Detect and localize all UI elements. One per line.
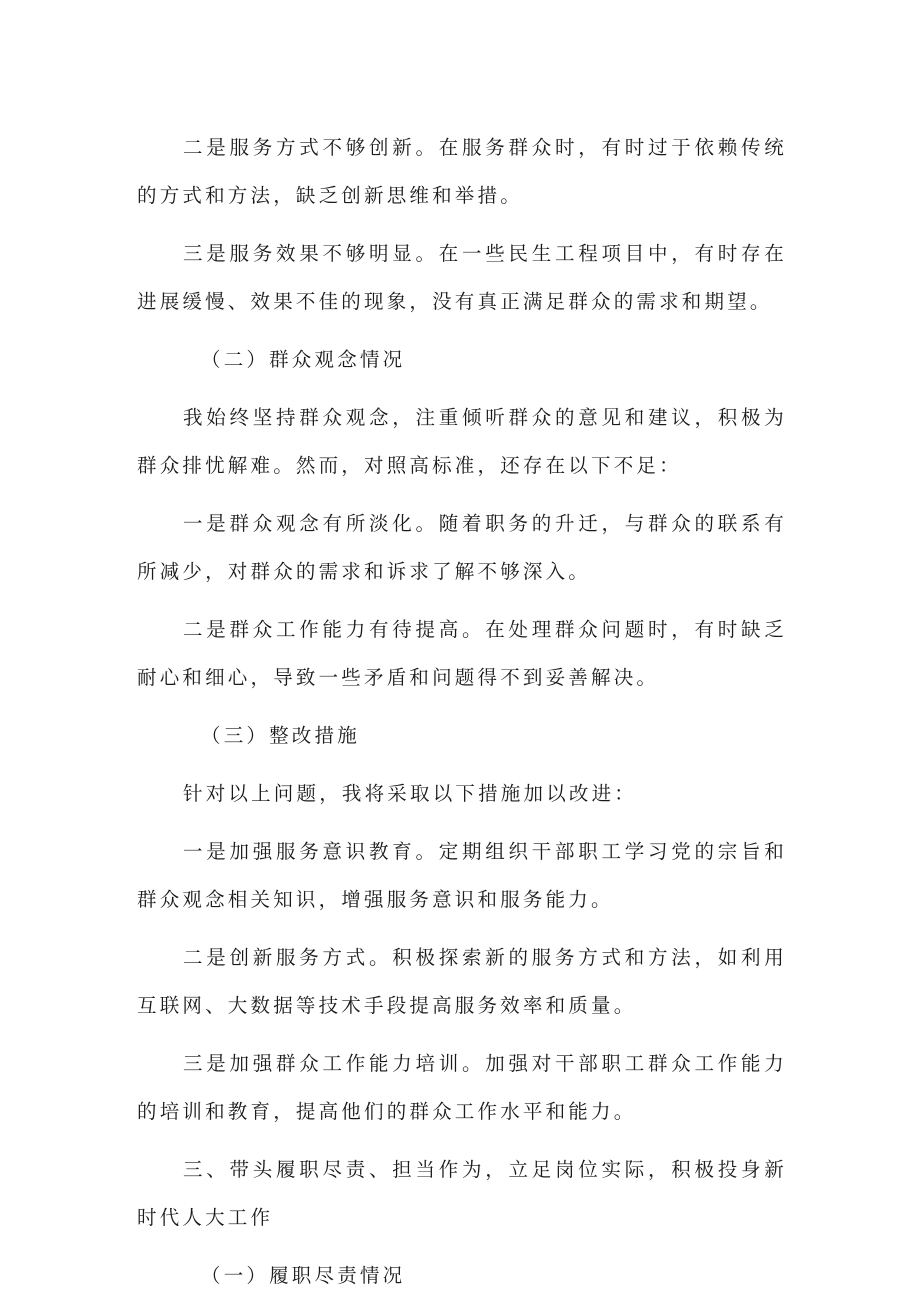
- paragraph-work-ability: 二是群众工作能力有待提高。在处理群众问题时，有时缺乏耐心和细心，导致一些矛盾和问题得不到妥善解决。: [137, 618, 787, 689]
- paragraph-measures-intro: 针对以上问题，我将采取以下措施加以改进：: [183, 782, 638, 805]
- heading-duty-performance: （一）履职尽责情况: [201, 1264, 406, 1287]
- section-title-three: 三、带头履职尽责、担当作为，立足岗位实际，积极投身新时代人大工作: [137, 1158, 787, 1229]
- paragraph-mass-concept-intro: 我始终坚持群众观念，注重倾听群众的意见和建议，积极为群众排忧解难。然而，对照高标准，还存在以下不足：: [137, 406, 787, 477]
- paragraph-measure-innovation: 二是创新服务方式。积极探索新的服务方式和方法，如利用互联网、大数据等技术手段提高服务效率和质量。: [137, 946, 787, 1017]
- heading-mass-concept: （二）群众观念情况: [201, 348, 406, 371]
- paragraph-measure-education: 一是加强服务意识教育。定期组织干部职工学习党的宗旨和群众观念相关知识，增强服务意识和服务能力。: [137, 840, 787, 911]
- paragraph-service-method: 二是服务方式不够创新。在服务群众时，有时过于依赖传统的方式和方法，缺乏创新思维和举措。: [137, 136, 787, 207]
- paragraph-service-effect: 三是服务效果不够明显。在一些民生工程项目中，有时存在进展缓慢、效果不佳的现象，没有真正满足群众的需求和期望。: [137, 242, 787, 313]
- heading-rectification-measures: （三）整改措施: [201, 724, 360, 747]
- document-body: [137, 124, 787, 1310]
- paragraph-concept-weakened: 一是群众观念有所淡化。随着职务的升迁，与群众的联系有所减少，对群众的需求和诉求了解不够深入。: [137, 512, 787, 583]
- paragraph-measure-training: 三是加强群众工作能力培训。加强对干部职工群众工作能力的培训和教育，提高他们的群众工作水平和能力。: [137, 1052, 787, 1123]
